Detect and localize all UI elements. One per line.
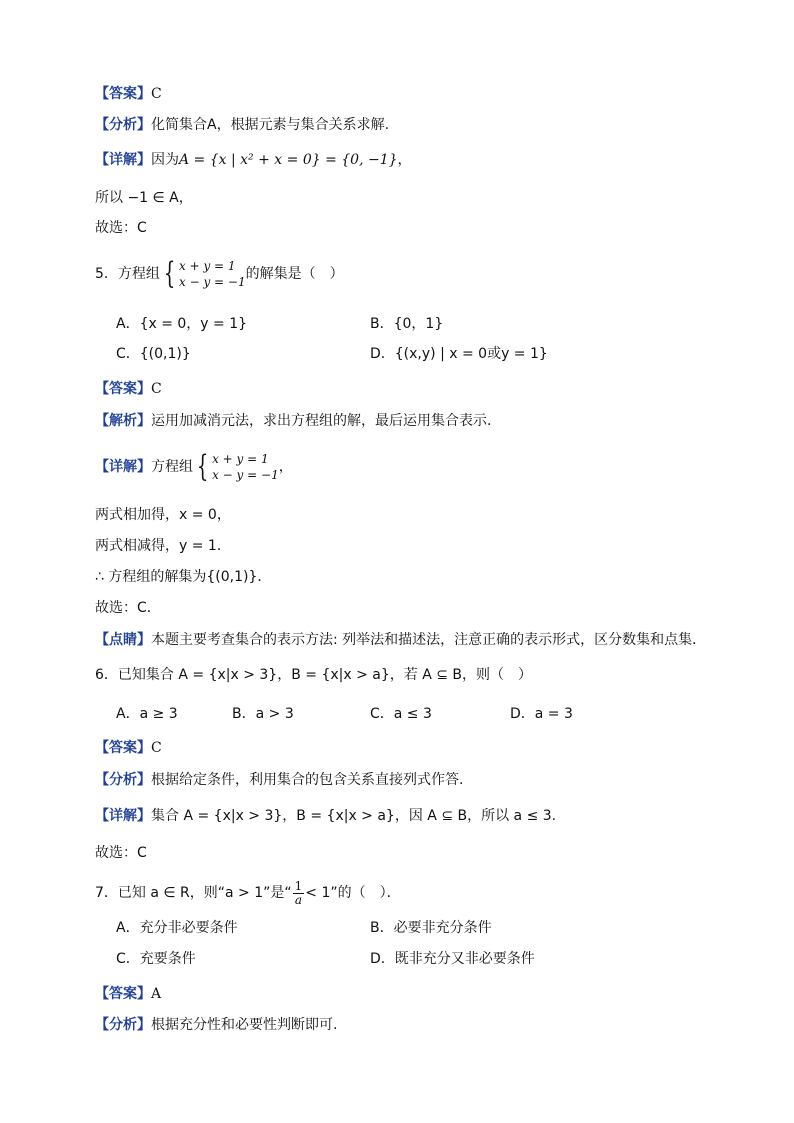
q6-option-a: A．a ≥ 3 (116, 706, 178, 722)
q6-option-d: D．a = 3 (510, 706, 573, 722)
q7-stem-prefix: 7．已知 a ∈ R，则“a > 1”是“ (95, 885, 292, 901)
q7-answer: A (151, 986, 162, 1002)
q5-comment: 本题主要考查集合的表示方法: 列举法和描述法，注意正确的表示形式，区分数集和点集． (151, 632, 707, 648)
analysis-label: 【分析】 (95, 772, 151, 788)
q5-equation-system (160, 258, 246, 290)
brace-symbol: { (196, 449, 209, 484)
q4-detail-prefix: 因为 (151, 152, 179, 168)
q5-answer-line (95, 379, 162, 399)
q7-stem (95, 876, 401, 910)
q5-explain: 运用加减消元法，求出方程组的解，最后运用集合表示． (151, 413, 501, 429)
q6-analysis: 根据给定条件，利用集合的包含关系直接列式作答. (151, 772, 464, 788)
explain-label: 【解析】 (95, 413, 151, 429)
q5-option-a: A．{x = 0，y = 1} (116, 316, 248, 332)
answer-label: 【答案】 (95, 381, 151, 397)
q6-option-b: B．a > 3 (232, 706, 294, 722)
q5-detail-eq2: x − y = −1 (212, 468, 279, 482)
brace-symbol: { (163, 256, 176, 291)
q6-choose: 故选：C (95, 845, 147, 861)
q5-detail-line (95, 449, 293, 485)
q5-option-b: B．{0，1} (370, 316, 444, 332)
q7-analysis: 根据充分性和必要性判断即可. (151, 1017, 338, 1033)
q6-detail: 集合 A = {x|x > 3}，B = {x|x > a}，因 A ⊆ B，所以 a ≤ 3. (151, 808, 557, 824)
q5-detail-suffix: ， (278, 459, 293, 475)
answer-label: 【答案】 (95, 740, 151, 756)
q7-analysis-line (95, 1015, 337, 1035)
q5-detail-prefix: 方程组 (151, 459, 193, 475)
q5-stem-suffix: 的解集是（ ） (245, 266, 344, 282)
q5-detail-system (193, 451, 279, 483)
q7-option-b: B．必要非充分条件 (370, 920, 492, 936)
q6-analysis-line (95, 770, 463, 790)
q7-stem-suffix: < 1”的（ ）． (305, 885, 401, 901)
comment-label: 【点睛】 (95, 632, 151, 648)
q5-solution: ∴ 方程组的解集为{(0,1)}． (95, 569, 272, 585)
q5-sub-step: 两式相减得，y = 1． (95, 538, 231, 554)
q6-answer-line (95, 738, 162, 758)
q5-eq2: x − y = −1 (179, 275, 246, 289)
answer-label: 【答案】 (95, 86, 151, 102)
q7-frac-num: 1 (294, 878, 303, 893)
q5-eq1: x + y = 1 (179, 259, 236, 273)
q4-answer: C (151, 86, 162, 102)
analysis-label: 【分析】 (95, 1017, 151, 1033)
q6-stem: 6．已知集合 A = {x|x > 3}，B = {x|x > a}，若 A ⊆ B，则（ ） (95, 667, 533, 683)
q7-option-c: C．充要条件 (116, 951, 196, 967)
q4-detail-line (95, 150, 412, 170)
q4-conclusion: 所以 −1 ∈ A， (95, 190, 193, 206)
q5-choose: 故选：C． (95, 600, 161, 616)
q7-answer-line (95, 984, 161, 1004)
q7-fraction (293, 880, 305, 907)
q7-option-a: A．充分非必要条件 (116, 920, 238, 936)
q5-explain-line (95, 411, 501, 431)
q7-frac-den: a (294, 892, 303, 907)
detail-label: 【详解】 (95, 808, 151, 824)
q4-detail-math: A = {x | x² + x = 0} = {0, −1} (179, 152, 398, 168)
q6-answer: C (151, 740, 162, 756)
q5-add-step: 两式相加得，x = 0， (95, 507, 231, 523)
detail-label: 【详解】 (95, 459, 151, 475)
q4-analysis-line (95, 115, 389, 135)
q5-comment-line (95, 630, 706, 650)
q7-option-d: D．既非充分又非必要条件 (370, 951, 535, 967)
q5-option-c: C．{(0,1)} (116, 346, 191, 362)
q4-choose: 故选：C (95, 220, 147, 236)
q6-detail-line (95, 806, 556, 826)
detail-label: 【详解】 (95, 152, 151, 168)
q5-stem-prefix: 5．方程组 (95, 266, 160, 282)
q5-detail-eq1: x + y = 1 (212, 452, 269, 466)
q5-stem (95, 256, 344, 292)
q4-analysis: 化简集合A，根据元素与集合关系求解. (151, 117, 390, 133)
q5-answer: C (151, 381, 162, 397)
q5-option-d: D．{(x,y) | x = 0或y = 1} (370, 346, 548, 362)
answer-label: 【答案】 (95, 986, 151, 1002)
q4-answer-line (95, 84, 162, 104)
analysis-label: 【分析】 (95, 117, 151, 133)
q6-option-c: C．a ≤ 3 (370, 706, 432, 722)
q4-detail-suffix: ， (397, 152, 412, 168)
